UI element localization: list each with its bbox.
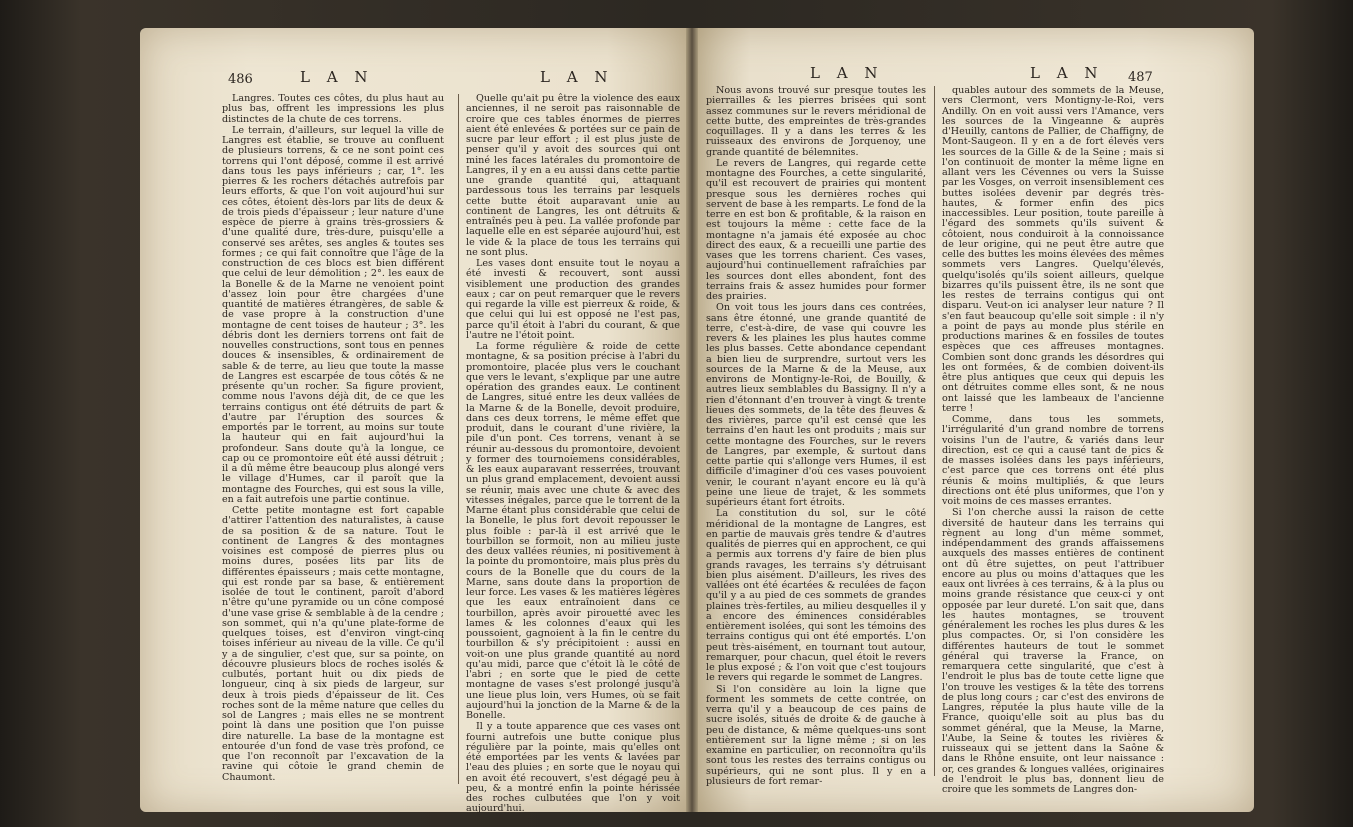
- left-page-number: 486: [228, 72, 253, 87]
- paragraph: quables autour des sommets de la Meuse, vers Clermont, vers Montigny-le-Roi, vers Andilly. On en voit aussi vers l'Amance, vers les sources de la Vingeanne & auprès d'Heuilly, cantons de Pallier, de Chaffigny, de Mont-Saugeon. Il y en a de fort élevés vers les sources de la Gille & de la Seine ; mais si l'on continuoit de monter la même ligne en allant vers les Cévennes ou vers la Suisse par les Vosges, on verroit insensiblement ces buttes isolées devenir par degrés très-hautes, & former enfin des pics inaccessibles. Leur position, toute pareille à l'égard des sommets qu'ils suivent & côtoient, nous conduiroit à la connoissance de leur origine, qui ne peut être autre que celle des buttes les moins élevées des mêmes sommets vers Langres. Quelqu'élevés, quelqu'isolés qu'ils soient ailleurs, quelque bizarres qu'ils puissent être, ils ne sont que les restes de terrains contigus qui ont disparu. Veut-on ici analyser leur nature ? Il s'en faut beaucoup qu'elle soit simple : il n'y a point de pays au monde plus stérile en productions marines & en fossiles de toutes espèces que ces affreuses montagnes. Combien sont donc grands les désordres qui les ont formées, & de combien doivent-ils être plus antiques que ceux qui depuis les ont détruites comme elles sont, & ne nous ont laissé que les lambeaux de l'ancienne terre !: [942, 85, 1164, 414]
- paragraph: Il y a toute apparence que ces vases ont fourni autrefois une butte conique plus régulière par la pointe, mais qu'elles ont été emportées par les vents & lavées par l'eau des pluies ; en sorte que le noyau qui en avoit été recouvert, s'est dégagé peu à peu, & a montré enfin la pointe hérissée des roches culbutées que l'on y voit aujourd'hui.: [466, 721, 680, 815]
- paragraph: Les vases dont ensuite tout le noyau a été investi & recouvert, sont aussi visiblement une production des grandes eaux ; car on peut remarquer que le revers qui regarde la ville est pierreux & roide, & que celui qui lui est opposé ne l'est pas, parce qu'il étoit à l'abri du courant, & que l'autre ne l'étoit point.: [466, 258, 680, 341]
- paragraph: Si l'on considère au loin la ligne que forment les sommets de cette contrée, on verra qu'il y a beaucoup de ces pains de sucre isolés, situés de droite & de gauche à peu de distance, & même quelques-uns sont entièrement sur la ligne même ; si on les examine en particulier, on reconnoîtra qu'ils sont tous les restes des terrains contigus ou supérieurs, qui ne sont plus. Il y en a plusieurs de fort remar-: [706, 683, 926, 787]
- left-page-column-1: [222, 94, 444, 794]
- paragraph: La forme régulière & roide de cette montagne, & sa position précise à l'abri du promontoire, placée plus vers le couchant que vers le levant, s'explique par une autre opération des grandes eaux. Le continent de Langres, situé entre les deux vallées de la Marne & de la Bonelle, devoit produire, dans ces deux torrens, le même effet que produit, dans le courant d'une rivière, la pile d'un pont. Ces torrens, venant à se réunir au-dessous du promontoire, devoient y former des tournoiemens considérables, & les eaux auparavant resserrées, trouvant un plus grand emplacement, devoient aussi se réunir, mais avec une chute & avec des vitesses inégales, parce que le torrent de la Marne étant plus considérable que celui de la Bonelle, le plus fort devoit repousser le plus foible : par-là il est arrivé que le tourbillon se formoit, non au milieu juste des deux vallées réunies, ni positivement à la pointe du promontoire, mais plus près du cours de la Bonelle que du cours de la Marne, sans doute dans la proportion de leur force. Les vases & les matières légères que les eaux entraînoient dans ce tourbillon, après avoir pirouetté avec les lames & les colonnes d'eaux qui les poussoient, gagnoient à la fin le centre du tourbillon & s'y précipitoient : aussi en voit-on une plus grande quantité au nord qu'au midi, parce que c'étoit là le côté de l'abri ; en sorte que le pied de cette montagne de vases s'est prolongé jusqu'à une lieue plus loin, vers Humes, où se fait aujourd'hui la jonction de la Marne & de la Bonelle.: [466, 341, 680, 721]
- left-page-column-2: [466, 93, 680, 815]
- column-rule: [934, 86, 935, 776]
- paragraph: Nous avons trouvé sur presque toutes les pierrailles & les pierres brisées qui sont assez communes sur le revers méridional de cette butte, des empreintes de très-grandes coquillages. Il y a dans les terres & les ruisseaux des environs de Jorquenoy, une grande quantité de bélemnites.: [706, 85, 926, 158]
- column-rule: [458, 94, 459, 784]
- paragraph: Comme, dans tous les sommets, l'irrégularité d'un grand nombre de torrens voisins l'un de l'autre, & variés dans leur direction, est ce qui a causé tant de pics & de masses isolées dans les pays inférieurs, c'est parce que ces torrens ont été plus réunis & moins multipliés, & que leurs directions ont été plus uniformes, que l'on y voit moins de ces masses errantes.: [942, 414, 1164, 507]
- right-header-running-title-1: L A N: [810, 64, 884, 82]
- paragraph: Si l'on cherche aussi la raison de cette diversité de hauteur dans les terrains qui règnent au long d'un même sommet, indépendamment des grands affaissemens auxquels des masses entières de continent ont dû être sujettes, on peut l'attribuer encore au plus ou moins d'attaques que les eaux ont livrées à ces terrains, & à la plus ou moins grande résistance que ceux-ci y ont opposée par leur dureté. L'on sait que, dans les hautes montagnes, se trouvent généralement les roches les plus dures & les plus compactes. Or, si l'on considère les différentes hauteurs de tout le sommet général qui traverse la France, on remarquera cette singularité, que c'est à l'endroit le plus bas de toute cette ligne que l'on trouve les vestiges & la tête des torrens de plus long cours ; car c'est des environs de Langres, réputée la plus haute ville de la France, quoiqu'elle soit au plus bas du sommet général, que la Meuse, la Marne, l'Aube, la Seine & toutes les rivières & ruisseaux qui se jettent dans la Saône & dans le Rhône ensuite, ont leur naissance : or, ces grandes & longues vallées, originaires de l'endroit le plus bas, donnent lieu de croire que les sommets de Langres don-: [942, 507, 1164, 795]
- right-page-column-1: [706, 86, 926, 786]
- paragraph: On voit tous les jours dans ces contrées, sans être étonné, une grande quantité de terre, c'est-à-dire, de vase qui couvre les revers & les plaines les plus hautes comme les plus basses. Cette abondance cependant a bien lieu de surprendre, surtout vers les sources de la Marne & de la Meuse, aux environs de Montigny-le-Roi, de Bouilly, & autres lieux semblables du Bassigny. Il n'y a rien d'étonnant d'en trouver à vingt & trente lieues des sommets, de la tête des fleuves & des rivières, parce qu'il est censé que les terrains d'en haut les ont produits ; mais sur cette montagne des Fourches, sur le revers de Langres, par exemple, & surtout dans cette partie qui s'allonge vers Humes, il est difficile d'imaginer d'où ces vases pouvoient venir, le courant n'ayant encore eu là qu'à peine une lieue de trajet, & les sommets supérieurs étant fort étroits.: [706, 302, 926, 508]
- paragraph: Quelle qu'ait pu être la violence des eaux anciennes, il ne seroit pas raisonnable de croire que ces tables énormes de pierres aient été enlevées & portées sur ce pain de sucre par leur effort ; il est plus juste de penser qu'il y avoit des sources qui ont miné les faces latérales du promontoire de Langres, il y en a eu aussi dans cette partie une grande quantité qui, attaquant pardessous tous les terrains par lesquels cette butte étoit auparavant unie au continent de Langres, les ont détruits & entraînés peu à peu. La vallée profonde par laquelle elle en est séparée aujourd'hui, est le vide & la place de tous les terrains qui ne sont plus.: [466, 93, 680, 258]
- right-header-running-title-2: L A N: [1030, 64, 1104, 82]
- paragraph: La constitution du sol, sur le côté méridional de la montagne de Langres, est en partie de mauvais grès tendre & d'autres qualités de pierres qui en approchent, ce qui a permis aux torrens d'y faire de bien plus grands ravages, les terrains s'y détruisant bien plus aisément. D'ailleurs, les rives des vallées ont été écartées & reculées de façon qu'il y a au pied de ces sommets de grandes plaines très-fertiles, au milieu desquelles il y a encore des éminences considérables entièrement isolées, qui sont les témoins des terrains contigus qui ont été emportés. L'on peut très-aisément, en tournant tout autour, remarquer, pour chacun, quel étoit le revers le plus exposé ; & l'on voit que c'est toujours le revers qui regarde le sommet de Langres.: [706, 508, 926, 684]
- paragraph: Cette petite montagne est fort capable d'attirer l'attention des naturalistes, à cause de sa position & de sa nature. Tout le continent de Langres & des montagnes voisines est composé de pierres plus ou moins dures, posées lits par lits de différentes épaisseurs ; mais cette montagne, qui est ronde par sa base, & entièrement isolée de tout le continent, paroît d'abord n'être qu'une pyramide ou un cône composé d'une vase grise & semblable à de la cendre ; son sommet, qui n'a qu'une plate-forme de quelques toises, est d'environ vingt-cinq toises inférieur au niveau de la ville. Ce qu'il y a de singulier, c'est que, sur sa pointe, on découvre plusieurs blocs de roches isolés & culbutés, portant huit ou dix pieds de longueur, cinq à six pieds de largeur, sur deux à trois pieds d'épaisseur de lit. Ces roches sont de la même nature que celles du sol de Langres ; mais elles ne se montrent point là dans une position que l'on puisse dire naturelle. La base de la montagne est entourée d'un fond de vase très profond, ce que l'on reconnoît par l'excavation de la ravine qui côtoie le grand chemin de Chaumont.: [222, 505, 444, 783]
- left-header-running-title-2: L A N: [540, 68, 614, 86]
- paragraph: Le terrain, d'ailleurs, sur lequel la ville de Langres est établie, se trouve au confluent de plusieurs torrens, & ce ne sont point ces torrens qui l'ont déposé, comme il est arrivé dans tous les pays inférieurs ; car, 1°. les pierres & les rochers détachés autrefois par leurs efforts, & que l'on voit aujourd'hui sur ces côtes, étoient dès-lors par lits de deux & de trois pieds d'épaisseur ; leur nature d'une espèce de pierre à grains très-grossiers & d'une qualité dure, très-dure, puisqu'elle a conservé ses arêtes, ses angles & toutes ses formes ; ce qui fait connoître que l'âge de la construction de ces blocs est bien différent que celui de leur démolition ; 2°. les eaux de la Bonelle & de la Marne ne venoient point d'assez loin pour être chargées d'une quantité de matières étrangères, de sable & de vase propre à la construction d'une montagne de cent toises de hauteur ; 3°. les débris dont les derniers torrens ont fait de nouvelles constructions, sont tous en pennes douces & insensibles, & ordinairement de sable & de terre, au lieu que toute la masse de Langres est escarpée de tous côtés & ne présente qu'un rocher. Sa figure provient, comme nous l'avons déjà dit, de ce que les terrains contigus ont été détruits de part & d'autre par l'éruption des sources & emportés par le torrent, au moins sur toute la hauteur qui en fait aujourd'hui la profondeur. Sans doute qu'à la longue, ce cap ou ce promontoire eût été aussi détruit ; il a dû même être beaucoup plus alongé vers le village d'Humes, car il paroît que la montagne des Fourches, qui est sous la ville, en a fait autrefois une partie continue.: [222, 124, 444, 505]
- right-page-number: 487: [1128, 70, 1153, 85]
- book-gutter: [686, 28, 698, 812]
- left-header-running-title-1: L A N: [300, 68, 374, 86]
- paragraph: Le revers de Langres, qui regarde cette montagne des Fourches, a cette singularité, qu'il est recouvert de prairies qui montent presque sous les dernières roches qui servent de base à les remparts. Le fond de la terre en est bon & profitable, & la raison en est toujours la même : cette face de la montagne n'a jamais été exposée au choc direct des eaux, & a recueilli une partie des vases que les torrens charient. Ces vases, aujourd'hui continuellement rafraîchies par les sources dont elles abondent, font des terrains frais & assez humides pour former des prairies.: [706, 157, 926, 302]
- paragraph: Langres. Toutes ces côtes, du plus haut au plus bas, offrent les impressions les plus distinctes de la chute de ces torrens.: [222, 93, 444, 125]
- right-page-column-2: [942, 85, 1164, 795]
